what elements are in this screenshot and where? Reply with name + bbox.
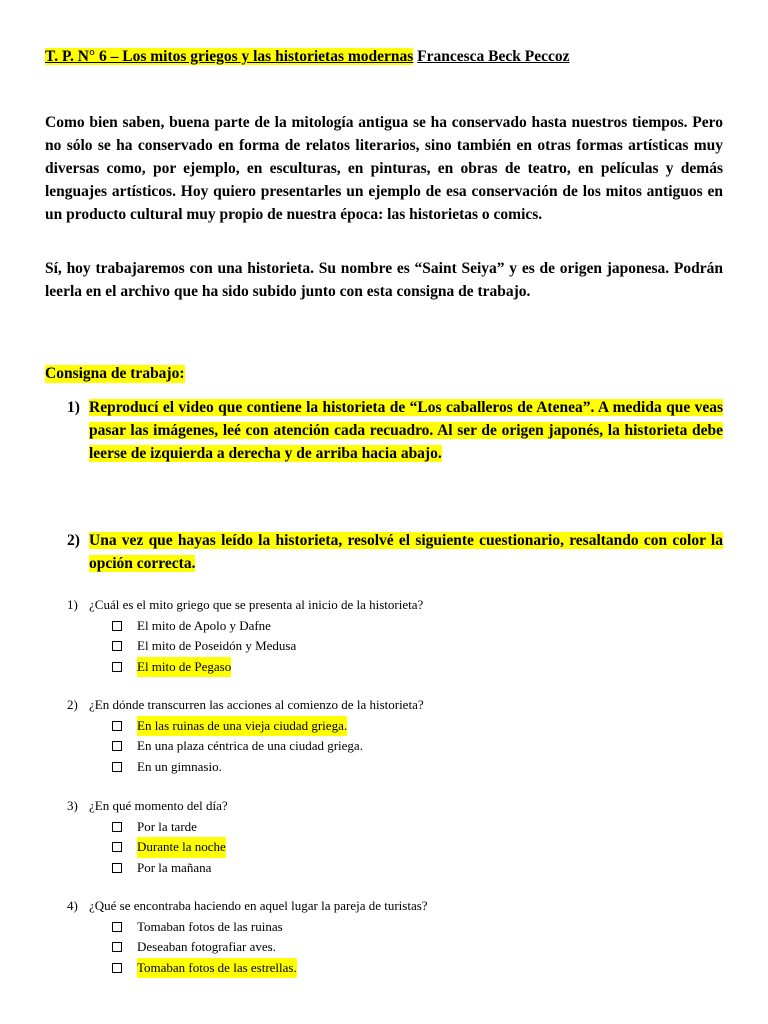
option-label-selected: Tomaban fotos de las estrellas. [137,958,297,979]
option-item[interactable] [112,736,717,757]
title-text: T. P. N° 6 – Los mitos griegos y las historietas modernas [45,48,414,65]
task-item [67,396,723,465]
option-item[interactable] [112,757,717,778]
question-text: ¿Cuál es el mito griego que se presenta al inicio de la historieta? [89,597,424,612]
option-label: El mito de Poseidón y Medusa [137,638,297,653]
intro-paragraph-1: Como bien saben, buena parte de la mitología antigua se ha conservado hasta nuestros tiempos. Pero no sólo se ha conservado en forma de relatos literarios, sino también en otras formas artísticas muy diversas como, por ejemplo, en esculturas, en pinturas, en obras de teatro, en películas y demás lenguajes artísticos. Hoy quiero presentarles un ejemplo de esa conservación de los mitos antiguos en un producto cultural muy propio de nuestra época: las historietas o comics. [45,114,723,223]
checkbox-icon[interactable] [112,863,122,873]
option-label: En un gimnasio. [137,758,222,774]
option-label: Deseaban fotografiar aves. [137,939,276,954]
document-title [45,48,570,66]
task-text: Una vez que hayas leído la historieta, resolvé el siguiente cuestionario, resaltando con color la opción correcta. [89,532,723,572]
checkbox-icon[interactable] [112,662,122,672]
checkbox-icon[interactable] [112,621,122,631]
question-number: 3) [67,798,78,813]
question-block [67,796,717,878]
question-number: 4) [67,898,78,913]
consigna-label: Consigna de trabajo: [45,365,185,382]
intro-paragraph-2: Sí, hoy trabajaremos con una historieta. Su nombre es “Saint Seiya” y es de origen japonesa. Podrán leerla en el archivo que ha sido subido junto con esta consigna de trabajo. [45,260,723,300]
author-name: Francesca Beck Peccoz [417,48,570,65]
question-number: 2) [67,697,78,712]
option-item[interactable] [112,817,717,838]
option-item[interactable] [112,858,717,879]
checkbox-icon[interactable] [112,641,122,651]
question-text: ¿Qué se encontraba haciendo en aquel lugar la pareja de turistas? [89,898,428,913]
checkbox-icon[interactable] [112,942,122,952]
option-item[interactable] [112,716,717,737]
option-item[interactable] [112,917,717,938]
option-label: Tomaban fotos de las ruinas [137,918,283,934]
task-item [67,529,723,575]
task-number: 1) [67,399,80,416]
checkbox-icon[interactable] [112,741,122,751]
option-item[interactable] [112,837,717,858]
option-item[interactable] [112,958,717,979]
question-block [67,896,717,978]
checkbox-icon[interactable] [112,822,122,832]
question-block [67,595,717,677]
task-number: 2) [67,532,80,549]
question-number: 1) [67,597,78,612]
option-item[interactable] [112,937,717,958]
checkbox-icon[interactable] [112,721,122,731]
checkbox-icon[interactable] [112,963,122,973]
option-label: Por la mañana [137,859,212,875]
task-text: Reproducí el video que contiene la historieta de “Los caballeros de Atenea”. A medida que veas pasar las imágenes, leé con atención cada recuadro. Al ser de origen japonés, la historieta debe leerse de izquierda a derecha y de arriba hacia abajo. [89,399,723,462]
option-label-selected: En las ruinas de una vieja ciudad griega. [137,716,347,737]
option-item[interactable] [112,636,717,657]
question-text: ¿En qué momento del día? [89,798,228,813]
option-item[interactable] [112,657,717,678]
checkbox-icon[interactable] [112,842,122,852]
option-item[interactable] [112,616,717,637]
question-block [67,695,717,777]
option-label-selected: El mito de Pegaso [137,657,231,678]
checkbox-icon[interactable] [112,762,122,772]
question-text: ¿En dónde transcurren las acciones al comienzo de la historieta? [89,697,424,712]
checkbox-icon[interactable] [112,922,122,932]
option-label: En una plaza céntrica de una ciudad griega. [137,738,363,753]
option-label-selected: Durante la noche [137,837,226,858]
option-label: El mito de Apolo y Dafne [137,617,271,633]
option-label: Por la tarde [137,818,197,834]
